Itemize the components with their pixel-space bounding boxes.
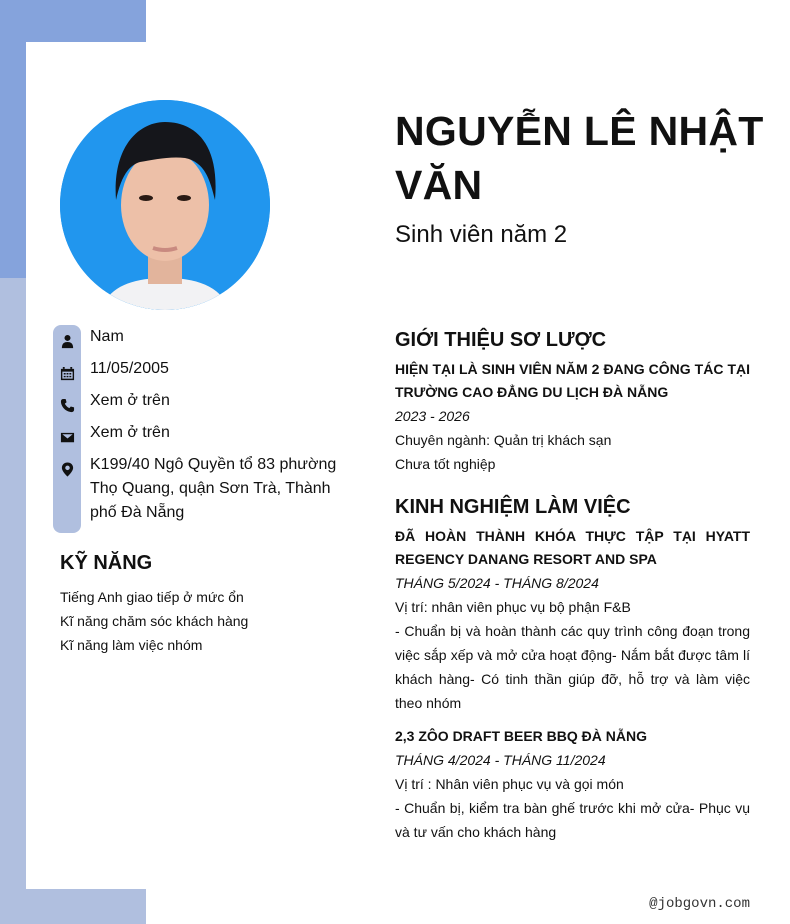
watermark: @jobgovn.com: [649, 896, 750, 912]
skills-section: [60, 549, 360, 657]
decorative-strip-left-bottom: [0, 278, 26, 924]
entry-date: 2023 - 2026: [395, 408, 470, 424]
entry-title: ĐÃ HOÀN THÀNH KHÓA THỰC TẬP TẠI HYATT REGENCY DANANG RESORT AND SPA: [395, 528, 750, 567]
entry-line: - Chuẩn bị, kiểm tra bàn ghế trước khi mở cửa- Phục vụ và tư vấn cho khách hàng: [395, 800, 750, 840]
contact-gender: Nam: [53, 325, 363, 357]
experience-entry: [395, 725, 750, 844]
education-entry: [395, 358, 750, 476]
entry-line: Chưa tốt nghiệp: [395, 456, 496, 472]
location-icon: [53, 453, 81, 485]
person-icon: [53, 325, 81, 357]
contact-address: K199/40 Ngô Quyền tổ 83 phường Thọ Quang, quận Sơn Trà, Thành phố Đà Nẵng: [53, 453, 363, 525]
skill-item: Kĩ năng chăm sóc khách hàng: [60, 613, 249, 629]
full-name: NGUYỄN LÊ NHẬT VĂN: [395, 108, 764, 208]
entry-title: HIỆN TẠI LÀ SINH VIÊN NĂM 2 ĐANG CÔNG TÁC TẠI TRƯỜNG CAO ĐẲNG DU LỊCH ĐÀ NẴNG: [395, 361, 750, 400]
entry-line: - Chuẩn bị và hoàn thành các quy trình công đoạn trong việc sắp xếp và mở cửa hoạt động- Nắm bắt được tâm lí khách hàng- Có tinh thần giúp đỡ, hỗ trợ và làm việc theo nhóm: [395, 623, 750, 711]
education-section: [395, 326, 750, 486]
experience-entry: [395, 525, 750, 715]
cv-header: [395, 104, 765, 252]
decorative-block-bottom: [0, 889, 146, 924]
contact-list: [53, 325, 363, 525]
entry-line: Chuyên ngành: Quản trị khách sạn: [395, 432, 612, 448]
avatar-portrait-icon: [60, 100, 270, 310]
decorative-strip-left-top: [0, 0, 26, 278]
skill-item: Kĩ năng làm việc nhóm: [60, 637, 203, 653]
contact-birthdate: 11/05/2005: [53, 357, 363, 389]
contact-email: Xem ở trên: [53, 421, 363, 453]
experience-heading: KINH NGHIỆM LÀM VIỆC: [395, 496, 631, 518]
entry-title: 2,3 ZÔO DRAFT BEER BBQ ĐÀ NẴNG: [395, 728, 648, 744]
education-heading: GIỚI THIỆU SƠ LƯỢC: [395, 329, 607, 351]
phone-icon: [53, 389, 81, 421]
entry-line: Vị trí : Nhân viên phục vụ và gọi món: [395, 776, 624, 792]
profile-photo: [60, 100, 270, 310]
experience-section: [395, 493, 750, 854]
calendar-icon: [53, 357, 81, 389]
contact-phone: Xem ở trên: [53, 389, 363, 421]
entry-date: THÁNG 5/2024 - THÁNG 8/2024: [395, 575, 599, 591]
skills-heading: KỸ NĂNG: [60, 552, 153, 574]
entry-date: THÁNG 4/2024 - THÁNG 11/2024: [395, 752, 606, 768]
email-icon: [53, 421, 81, 453]
skill-item: Tiếng Anh giao tiếp ở mức ổn: [60, 589, 244, 605]
job-title: Sinh viên năm 2: [395, 221, 568, 248]
entry-line: Vị trí: nhân viên phục vụ bộ phận F&B: [395, 599, 631, 615]
